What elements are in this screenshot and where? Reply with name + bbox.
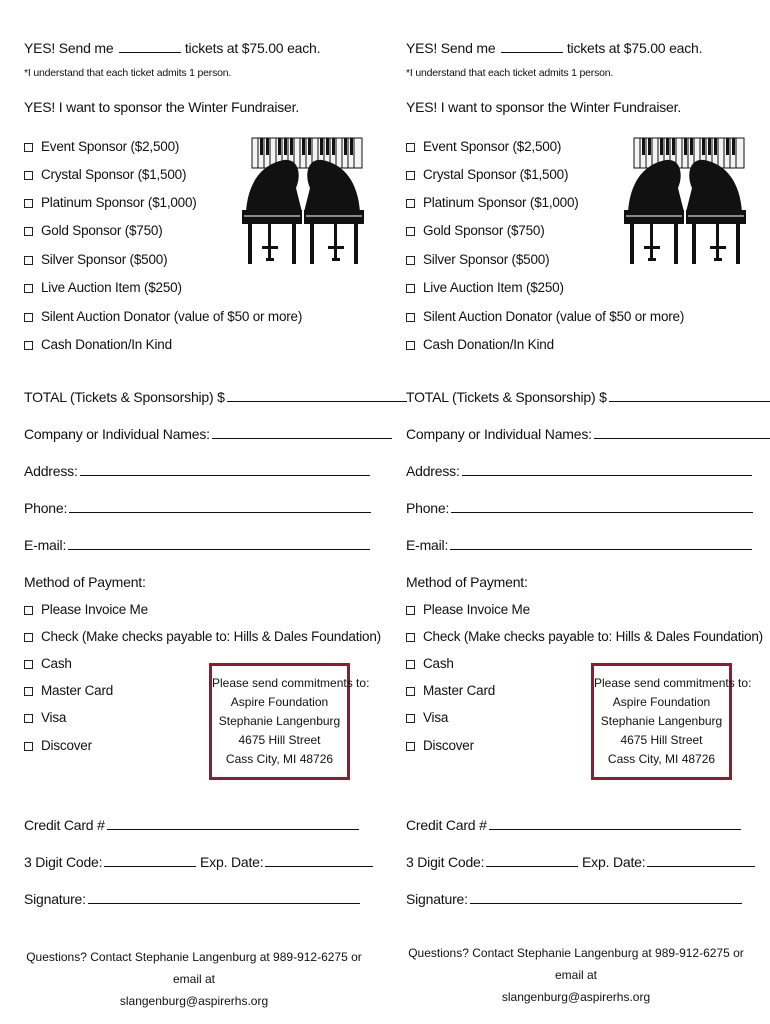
phone-field[interactable]: Phone: [24,500,371,516]
payment-option[interactable]: Please Invoice Me [406,602,530,617]
sponsor-option[interactable]: Cash Donation/In Kind [406,337,554,352]
payment-option[interactable]: Master Card [406,683,495,698]
payment-option[interactable]: Please Invoice Me [24,602,148,617]
sponsor-option[interactable]: Platinum Sponsor ($1,000) [406,195,579,210]
form-left [24,0,394,1024]
checkbox-icon[interactable] [24,199,33,208]
checkbox-icon[interactable] [406,606,415,615]
checkbox-icon[interactable] [406,284,415,293]
credit-card-field[interactable]: Credit Card # [24,817,359,833]
checkbox-icon[interactable] [24,606,33,615]
address-field[interactable]: Address: [406,463,752,479]
payment-option[interactable]: Cash [24,656,72,671]
checkbox-icon[interactable] [24,742,33,751]
questions-footer: Questions? Contact Stephanie Langenburg at 989-912-6275 or email at slangenburg@aspirerhs.org [24,946,364,1012]
admit-note: *I understand that each ticket admits 1 person. [406,67,614,79]
contact-email[interactable]: slangenburg@aspirerhs.org [119,994,269,1008]
checkbox-icon[interactable] [406,633,415,642]
checkbox-icon[interactable] [406,143,415,152]
checkbox-icon[interactable] [406,199,415,208]
payment-heading: Method of Payment: [406,574,528,590]
sponsor-option[interactable]: Gold Sponsor ($750) [24,223,163,238]
ticket-quantity-field[interactable] [501,40,563,53]
checkbox-icon[interactable] [24,171,33,180]
sponsor-option[interactable]: Crystal Sponsor ($1,500) [24,167,186,182]
sponsor-option[interactable]: Silent Auction Donator (value of $50 or more) [24,309,302,324]
checkbox-icon[interactable] [406,714,415,723]
signature-field[interactable]: Signature: [406,891,742,907]
ticket-line: YES! Send me tickets at $75.00 each. [406,40,703,56]
card-code-exp-field[interactable]: 3 Digit Code: Exp. Date: [406,854,755,870]
payment-option[interactable]: Check (Make checks payable to: Hills & Dales Foundation) [406,629,763,644]
ticket-quantity-field[interactable] [119,40,181,53]
company-field[interactable]: Company or Individual Names: [406,426,770,442]
credit-card-field[interactable]: Credit Card # [406,817,741,833]
checkbox-icon[interactable] [24,714,33,723]
send-commitments-box: Please send commitments to: Aspire Foundation Stephanie Langenburg 4675 Hill Street Cass City, MI 48726 [591,663,732,780]
total-field[interactable]: TOTAL (Tickets & Sponsorship) $ [406,389,770,405]
grand-pianos-icon [238,134,368,272]
email-field[interactable]: E-mail: [24,537,370,553]
payment-option[interactable]: Discover [24,738,92,753]
sponsor-option[interactable]: Crystal Sponsor ($1,500) [406,167,568,182]
checkbox-icon[interactable] [24,143,33,152]
sponsor-option[interactable]: Silver Sponsor ($500) [406,252,549,267]
checkbox-icon[interactable] [406,171,415,180]
sponsor-option[interactable]: Gold Sponsor ($750) [406,223,545,238]
checkbox-icon[interactable] [24,660,33,669]
sponsor-option[interactable]: Platinum Sponsor ($1,000) [24,195,197,210]
checkbox-icon[interactable] [24,341,33,350]
payment-option[interactable]: Discover [406,738,474,753]
company-field[interactable]: Company or Individual Names: [24,426,392,442]
sponsor-option[interactable]: Silver Sponsor ($500) [24,252,167,267]
checkbox-icon[interactable] [406,313,415,322]
sponsor-option[interactable]: Event Sponsor ($2,500) [24,139,179,154]
send-commitments-box: Please send commitments to: Aspire Foundation Stephanie Langenburg 4675 Hill Street Cass City, MI 48726 [209,663,350,780]
card-code-exp-field[interactable]: 3 Digit Code: Exp. Date: [24,854,373,870]
checkbox-icon[interactable] [24,256,33,265]
form-right [406,0,770,1024]
signature-field[interactable]: Signature: [24,891,360,907]
checkbox-icon[interactable] [24,227,33,236]
sponsor-option[interactable]: Silent Auction Donator (value of $50 or more) [406,309,684,324]
contact-email[interactable]: slangenburg@aspirerhs.org [501,990,651,1004]
grand-pianos-icon [620,134,750,272]
phone-field[interactable]: Phone: [406,500,753,516]
checkbox-icon[interactable] [406,341,415,350]
checkbox-icon[interactable] [406,660,415,669]
payment-heading: Method of Payment: [24,574,146,590]
checkbox-icon[interactable] [24,633,33,642]
sponsor-option[interactable]: Live Auction Item ($250) [24,280,182,295]
payment-option[interactable]: Master Card [24,683,113,698]
total-field[interactable]: TOTAL (Tickets & Sponsorship) $ [24,389,407,405]
checkbox-icon[interactable] [24,284,33,293]
sponsor-heading: YES! I want to sponsor the Winter Fundraiser. [24,99,300,115]
sponsor-option[interactable]: Cash Donation/In Kind [24,337,172,352]
checkbox-icon[interactable] [406,742,415,751]
payment-option[interactable]: Check (Make checks payable to: Hills & Dales Foundation) [24,629,381,644]
checkbox-icon[interactable] [24,687,33,696]
questions-footer: Questions? Contact Stephanie Langenburg at 989-912-6275 or email at slangenburg@aspirerhs.org [406,942,746,1008]
payment-option[interactable]: Cash [406,656,454,671]
payment-option[interactable]: Visa [24,710,66,725]
sponsor-option[interactable]: Event Sponsor ($2,500) [406,139,561,154]
checkbox-icon[interactable] [24,313,33,322]
checkbox-icon[interactable] [406,227,415,236]
ticket-line: YES! Send me tickets at $75.00 each. [24,40,321,56]
sponsor-option[interactable]: Live Auction Item ($250) [406,280,564,295]
admit-note: *I understand that each ticket admits 1 person. [24,67,232,79]
checkbox-icon[interactable] [406,256,415,265]
checkbox-icon[interactable] [406,687,415,696]
email-field[interactable]: E-mail: [406,537,752,553]
sponsor-heading: YES! I want to sponsor the Winter Fundraiser. [406,99,682,115]
address-field[interactable]: Address: [24,463,370,479]
payment-option[interactable]: Visa [406,710,448,725]
